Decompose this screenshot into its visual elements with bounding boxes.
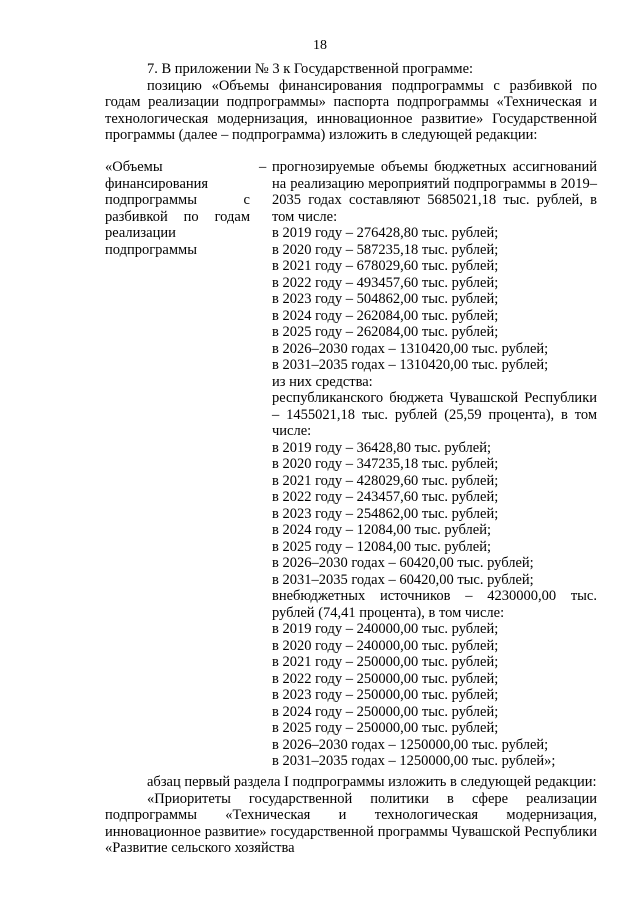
list-item: в 2025 году – 250000,00 тыс. рублей; xyxy=(272,720,499,736)
list-item: в 2020 году – 240000,00 тыс. рублей; xyxy=(272,637,499,654)
list-item: в 2024 году – 262084,00 тыс. рублей; xyxy=(272,307,499,324)
list-item: в 2025 году – 262084,00 тыс. рублей; xyxy=(272,324,499,340)
list-item: в 2019 году – 240000,00 тыс. рублей; xyxy=(272,621,499,637)
list-item: в 2024 году – 12084,00 тыс. рублей; xyxy=(272,522,492,538)
bottom-line-2: «Приоритеты государственной политики в сфере реализации подпрограммы «Техническая и технологическая модернизация, инновационное развитие» государственной программы Чувашской Республики «Развитие сельского хозяйства xyxy=(105,790,597,856)
list-item: в 2023 году – 504862,00 тыс. рублей; xyxy=(272,291,499,307)
list-item: в 2026–2030 годах – 1250000,00 тыс. рублей; xyxy=(272,736,549,753)
bottom-paragraph xyxy=(105,774,597,857)
list-item: в 2024 году – 250000,00 тыс. рублей; xyxy=(272,703,499,720)
list-item: в 2026–2030 годах – 60420,00 тыс. рублей; xyxy=(272,555,534,571)
page-number: 18 xyxy=(313,38,327,53)
list-item: в 2031–2035 годах – 1310420,00 тыс. рублей; xyxy=(272,357,549,373)
intro-line-2: позицию «Объемы финансирования подпрограммы с разбивкой по годам реализации подпрограммы» паспорта подпрограммы «Техническая и технологическая модернизация, инновационное развитие» Государственной программы (далее – подпрограмма) изложить в следующей редакции: xyxy=(105,77,597,143)
list-item: в 2025 году – 12084,00 тыс. рублей; xyxy=(272,538,492,555)
list-item: в 2031–2035 годах – 60420,00 тыс. рублей; xyxy=(272,571,534,588)
of-them-label: из них средства: xyxy=(272,373,373,390)
list-item: в 2031–2035 годах – 1250000,00 тыс. рублей»; xyxy=(272,753,556,769)
table-dash: – xyxy=(259,159,267,175)
table-left-cell: «Объемы финансирования подпрограммы с разбивкой по годам реализации подпрограммы xyxy=(105,159,250,258)
list-item: в 2019 году – 36428,80 тыс. рублей; xyxy=(272,439,492,456)
intro-paragraph xyxy=(105,61,597,144)
list-item: в 2019 году – 276428,80 тыс. рублей; xyxy=(272,225,499,241)
list-item: в 2026–2030 годах – 1310420,00 тыс. рублей; xyxy=(272,340,549,357)
list-item: в 2022 году – 250000,00 тыс. рублей; xyxy=(272,670,499,687)
list-item: в 2021 году – 428029,60 тыс. рублей; xyxy=(272,472,499,489)
list-item: в 2020 году – 587235,18 тыс. рублей; xyxy=(272,241,499,258)
list-item: в 2023 году – 254862,00 тыс. рублей; xyxy=(272,505,499,522)
list-item: в 2022 году – 243457,60 тыс. рублей; xyxy=(272,489,499,505)
list-item: в 2023 году – 250000,00 тыс. рублей; xyxy=(272,687,499,703)
intro-line-1: 7. В приложении № 3 к Государственной программе: xyxy=(147,61,474,77)
list-item: в 2021 году – 250000,00 тыс. рублей; xyxy=(272,654,499,670)
bottom-line-1: абзац первый раздела I подпрограммы изложить в следующей редакции: xyxy=(147,774,597,790)
republic-budget-text: республиканского бюджета Чувашской Республики – 1455021,18 тыс. рублей (25,59 процента), в том числе: xyxy=(272,390,597,439)
list-item: в 2020 году – 347235,18 тыс. рублей; xyxy=(272,456,499,472)
extra-budget-text: внебюджетных источников – 4230000,00 тыс. рублей (74,41 процента), в том числе: xyxy=(272,588,597,621)
list-item: в 2022 году – 493457,60 тыс. рублей; xyxy=(272,274,499,291)
total-text: прогнозируемые объемы бюджетных ассигнований на реализацию мероприятий подпрограммы в 2019–2035 годах составляют 5685021,18 тыс. рублей, в том числе: xyxy=(272,159,597,225)
list-item: в 2021 году – 678029,60 тыс. рублей; xyxy=(272,258,499,274)
table-right-cell xyxy=(272,159,597,770)
